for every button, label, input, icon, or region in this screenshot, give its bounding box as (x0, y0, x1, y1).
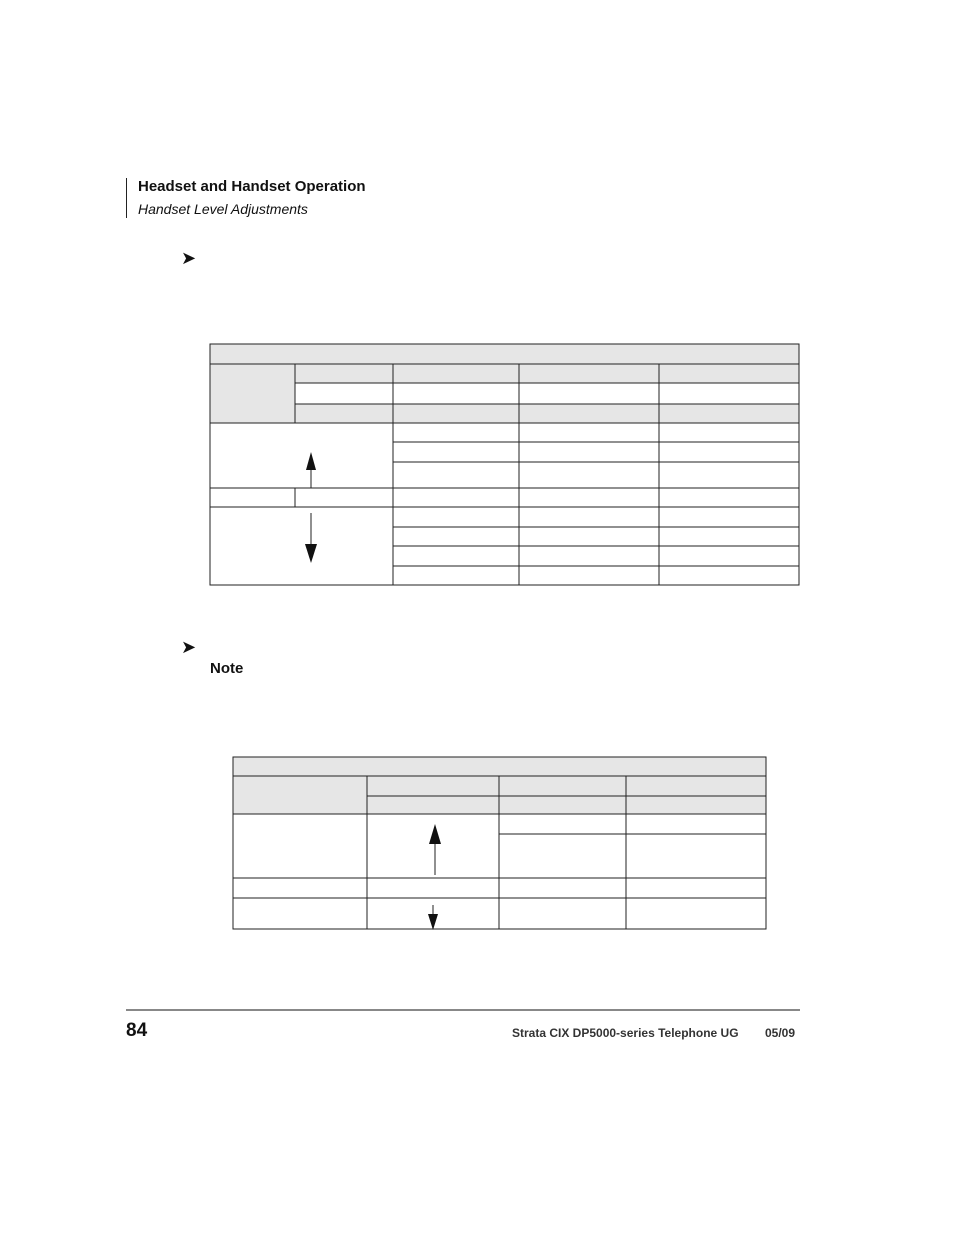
increase-arrow-icon (429, 824, 441, 875)
page-number: 84 (126, 1020, 148, 1041)
bullet-arrow-icon: ➤ (181, 637, 197, 657)
section-title: Headset and Handset Operation (138, 178, 366, 195)
footer-rule (126, 1009, 800, 1011)
footer-date: 05/09 (765, 1026, 796, 1040)
footer-document-title: Strata CIX DP5000-series Telephone UG (512, 1026, 739, 1040)
note-label: Note (210, 660, 244, 677)
decrease-arrow-icon (428, 905, 438, 930)
section-subtitle: Handset Level Adjustments (138, 201, 308, 217)
table2-title-row (233, 757, 766, 776)
bullet-arrow-icon: ➤ (181, 248, 197, 268)
